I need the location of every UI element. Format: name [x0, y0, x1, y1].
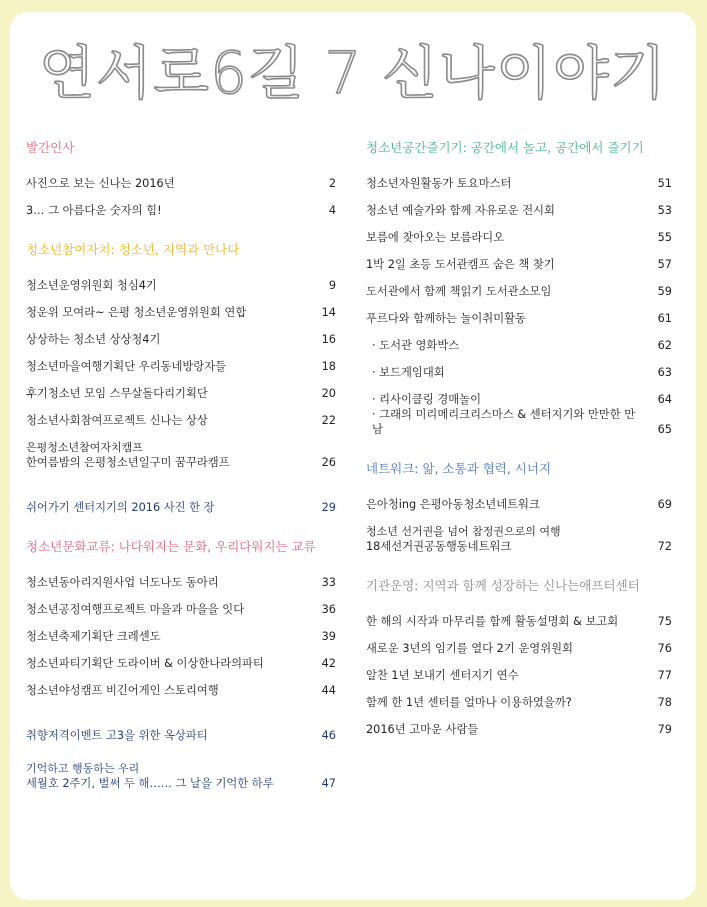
section-space — [366, 138, 672, 437]
section-heading: 청소년문화교류: 나다워지는 문화, 우리다워지는 교류 — [26, 539, 316, 554]
toc-entry-event[interactable]: 취향저격이벤트 고3을 위한 옥상파티 46 — [26, 729, 336, 742]
toc-entry[interactable]: 1박 2일 초등 도서관캠프 숨은 책 찾기 57 — [366, 258, 672, 271]
toc-entry[interactable]: 3… 그 아름다운 숫자의 힘! 4 — [26, 204, 336, 217]
toc-entry[interactable]: 청소년자원활동가 토요마스터 51 — [366, 177, 672, 190]
section-heading: 기관운영: 지역과 함께 성장하는 신나는애프터센터 — [366, 578, 640, 593]
toc-entry[interactable]: 청소년야성캠프 비긴어게인 스토리여행 44 — [26, 684, 336, 697]
toc-subentry[interactable]: · 보드게임대회 63 — [372, 366, 672, 379]
toc-entry[interactable]: 푸르다와 함께하는 놀이취미활동 61 — [366, 312, 672, 325]
toc-entry[interactable]: 알찬 1년 보내기 센터지기 연수 77 — [366, 669, 672, 682]
toc-entry[interactable]: 한 해의 시작과 마무리를 함께 활동설명회 & 보고회 75 — [366, 615, 672, 628]
page-title: 연서로6길 7 신나이야기 — [39, 39, 667, 107]
toc-entry-sewol[interactable]: 기억하고 행동하는 우리 세월호 2주기, 벌써 두 해…… 그 날을 기억한 하루 47 — [26, 762, 336, 790]
toc-entry[interactable]: 청소년운영위원회 청심4기 9 — [26, 279, 336, 292]
left-column — [26, 138, 336, 791]
toc-page — [10, 12, 696, 900]
section-heading: 청소년참여자치: 청소년, 지역과 만나다 — [26, 242, 240, 257]
toc-subentry[interactable]: · 리사이클링 경매놀이 64 — [372, 393, 672, 406]
toc-entry[interactable]: 청소년 선거권을 넘어 참정권으로의 여행 18세선거권공동행동네트워크 72 — [366, 525, 672, 553]
toc-entry[interactable]: 새로운 3년의 임기를 열다 2기 운영위원회 76 — [366, 642, 672, 655]
toc-entry[interactable]: 청소년사회참여프로젝트 신나는 상상 22 — [26, 414, 336, 427]
toc-entry[interactable]: 사진으로 보는 신나는 2016년 2 — [26, 177, 336, 190]
section-participation — [26, 240, 336, 470]
toc-entry-rest[interactable]: 쉬어가기 센터지기의 2016 사진 한 장 29 — [26, 501, 336, 514]
toc-entry[interactable]: 청소년동아리지원사업 너도나도 동아리 33 — [26, 576, 336, 589]
toc-entry[interactable]: 청소년 예술가와 함께 자유로운 전시회 53 — [366, 204, 672, 217]
toc-entry[interactable]: 은평청소년참여자치캠프 한여름밤의 은평청소년일구미 꿈꾸라캠프 26 — [26, 441, 336, 469]
section-operation — [366, 576, 672, 737]
toc-entry[interactable]: 2016년 고마운 사람들 79 — [366, 723, 672, 736]
toc-subentry[interactable]: · 도서관 영화박스 62 — [372, 339, 672, 352]
toc-entry[interactable]: 청소년마을여행기획단 우리동네방랑자들 18 — [26, 360, 336, 373]
section-network — [366, 459, 672, 554]
toc-subentry[interactable]: · 그래의 미리메리크리스마스 & 센터지기와 만만한 만남 65 — [372, 408, 672, 436]
toc-entry[interactable]: 보름에 찾아오는 보름라디오 55 — [366, 231, 672, 244]
toc-entry[interactable]: 은아청ing 은평아동청소년네트워크 69 — [366, 498, 672, 511]
toc-entry[interactable]: 청운위 모여라~ 은평 청소년운영위원회 연합 14 — [26, 306, 336, 319]
section-heading: 발간인사 — [26, 140, 75, 155]
toc-entry[interactable]: 함께 한 1년 센터를 얼마나 이용하였을까? 78 — [366, 696, 672, 709]
section-heading: 네트워크: 앎, 소통과 협력, 시너지 — [366, 461, 552, 476]
toc-entry[interactable]: 도서관에서 함께 책읽기 도서관소모임 59 — [366, 285, 672, 298]
right-column — [366, 138, 672, 737]
toc-entry[interactable]: 청소년축제기획단 크레센도 39 — [26, 630, 336, 643]
toc-entry[interactable]: 상상하는 청소년 상상청4기 16 — [26, 333, 336, 346]
section-heading: 청소년공간즐기기: 공간에서 놀고, 공간에서 즐기기 — [366, 140, 644, 155]
toc-entry[interactable]: 후기청소년 모임 스무살돌다리기획단 20 — [26, 387, 336, 400]
section-culture — [26, 537, 336, 698]
toc-entry[interactable]: 청소년공정여행프로젝트 마을과 마을을 잇다 36 — [26, 603, 336, 616]
toc-entry[interactable]: 청소년파티기획단 도라이버 & 이상한나라의파티 42 — [26, 657, 336, 670]
section-greeting — [26, 138, 336, 218]
